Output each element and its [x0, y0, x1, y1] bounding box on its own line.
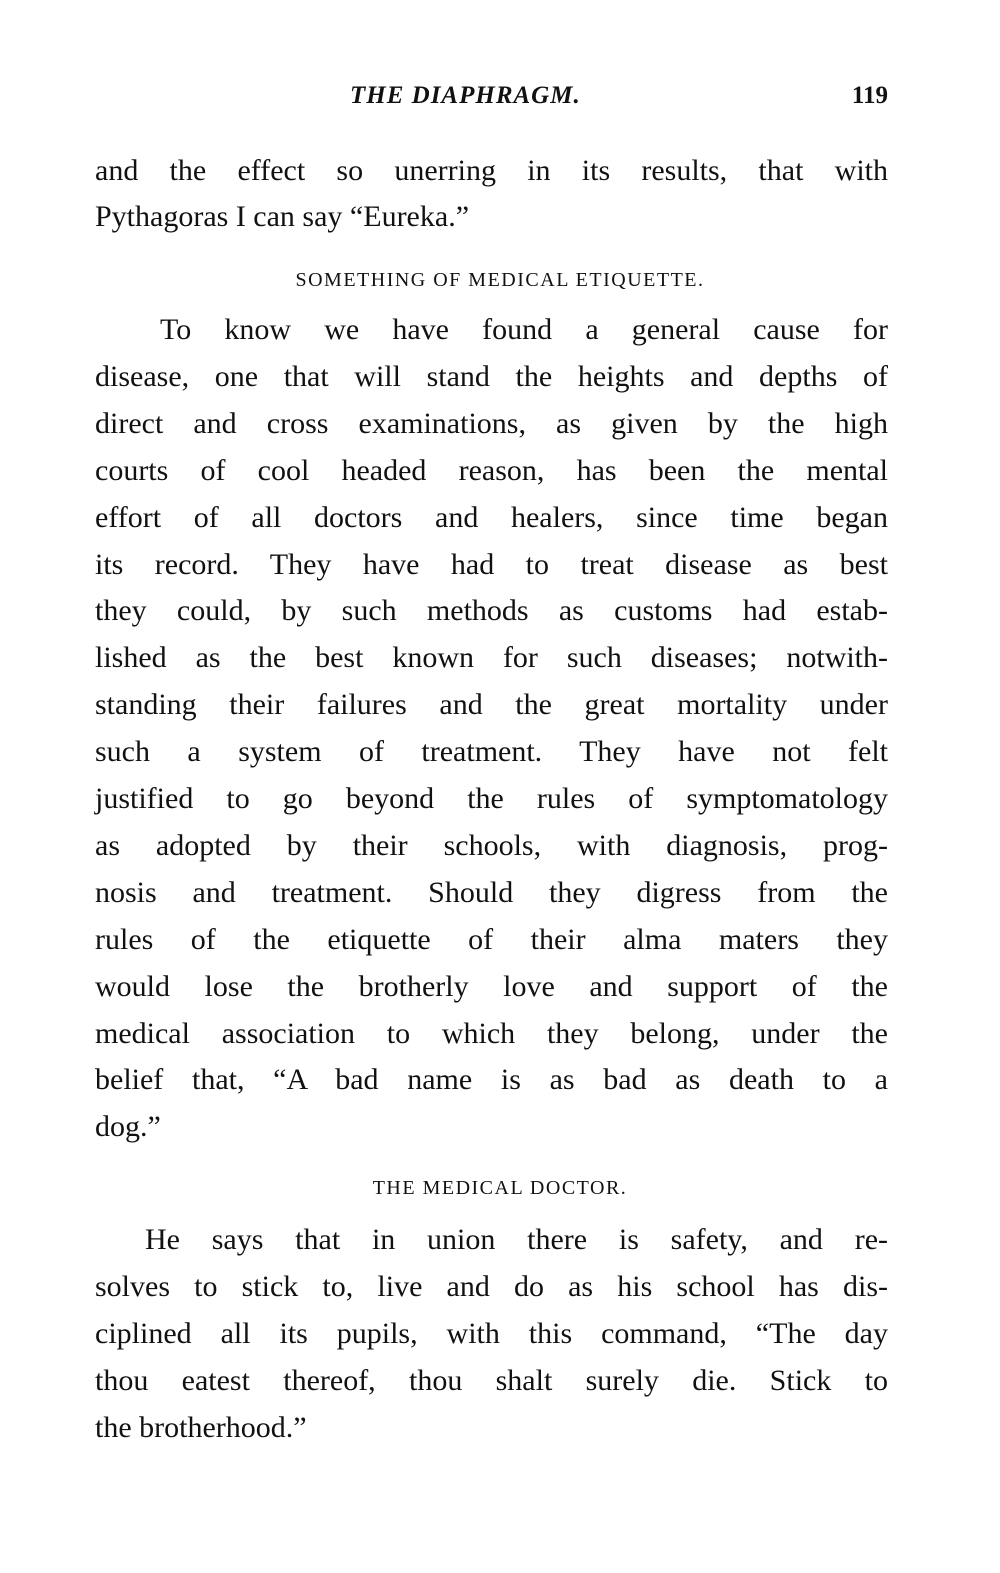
text-line: they could, by such methods as customs had estab- [95, 594, 888, 628]
text-line: dog.” [95, 1110, 161, 1144]
text-line: standing their failures and the great mortality under [95, 688, 888, 722]
section-heading-medical-etiquette: SOMETHING OF MEDICAL ETIQUETTE. [295, 269, 705, 291]
text-line: the brotherhood.” [95, 1410, 307, 1444]
text-line: lished as the best known for such diseases; notwith- [95, 641, 888, 675]
text-line: He says that in union there is safety, and re- [145, 1223, 888, 1256]
running-title: THE DIAPHRAGM. [350, 82, 581, 109]
text-line: direct and cross examinations, as given by the high [95, 406, 888, 440]
page-number: 119 [851, 82, 888, 109]
text-line: courts of cool headed reason, has been the mental [95, 453, 888, 487]
text-line: thou eatest thereof, thou shalt surely die. Stick to [95, 1363, 888, 1397]
text-line: would lose the brotherly love and support of the [95, 969, 888, 1003]
text-line: such a system of treatment. They have not felt [95, 735, 888, 769]
text-line: medical association to which they belong, under the [95, 1016, 888, 1050]
text-line: nosis and treatment. Should they digress from the [95, 875, 888, 909]
text-line: justified to go beyond the rules of symptomatology [95, 782, 888, 815]
text-line: as adopted by their schools, with diagnosis, prog- [95, 828, 888, 862]
page-header [95, 82, 888, 118]
text-line: its record. They have had to treat disease as best [95, 547, 888, 581]
text-line: Pythagoras I can say “Eureka.” [95, 200, 470, 233]
text-line: disease, one that will stand the heights and depths of [95, 359, 888, 393]
text-line: solves to stick to, live and do as his school has dis- [95, 1269, 888, 1303]
text-line: effort of all doctors and healers, since time began [95, 500, 888, 534]
text-line: ciplined all its pupils, with this command, “The day [95, 1316, 888, 1350]
text-line: rules of the etiquette of their alma maters they [95, 922, 888, 956]
text-line: and the effect so unerring in its results, that with [95, 154, 888, 187]
text-line: To know we have found a general cause for [160, 313, 888, 346]
text-line: belief that, “A bad name is as bad as death to a [95, 1063, 888, 1097]
section-heading-medical-doctor: THE MEDICAL DOCTOR. [372, 1177, 628, 1199]
